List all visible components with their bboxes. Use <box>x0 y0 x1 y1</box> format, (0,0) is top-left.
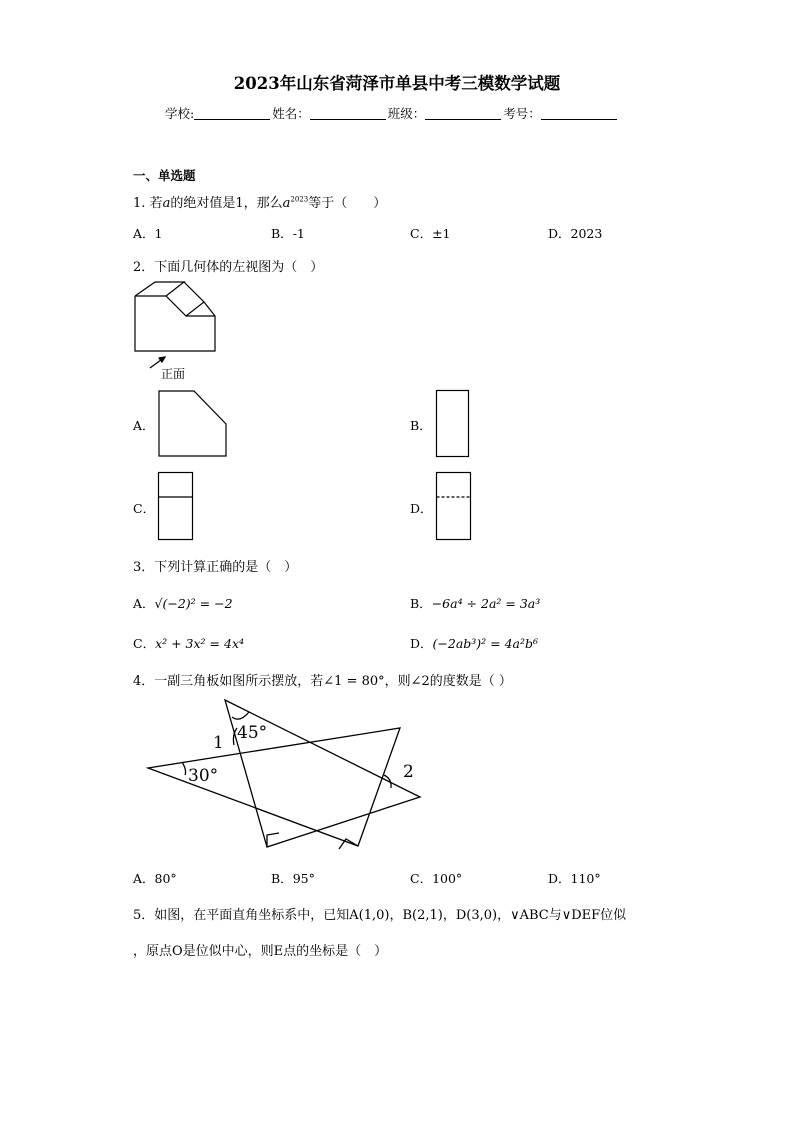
question-3: 3．下列计算正确的是（ ） <box>133 560 298 575</box>
q1-exponent: 2023 <box>290 195 309 204</box>
q4-triangles-figure <box>140 695 430 855</box>
school-label: 学校: <box>165 106 195 121</box>
class-blank <box>425 107 501 120</box>
page-title: 2023年山东省菏泽市单县中考三模数学试题 <box>233 74 561 93</box>
q2-option-d-label[interactable]: D． <box>410 501 433 516</box>
question-2: 2．下面几何体的左视图为（ ） <box>133 260 324 275</box>
q1-text-c: 等于（ ） <box>308 196 387 211</box>
q2-solid-figure <box>128 278 228 384</box>
q1-option-a[interactable]: A．1 <box>133 226 163 241</box>
angle-1-label: 1 <box>213 733 224 753</box>
name-label: 姓名： <box>272 106 310 121</box>
q3-option-d[interactable]: D．(−2ab³)² = 4a²b⁶ <box>410 636 539 651</box>
q4-option-b[interactable]: B．95° <box>271 871 315 886</box>
q1-number: 1. <box>133 196 146 211</box>
q2-option-a-label[interactable]: A． <box>133 418 155 433</box>
q2-option-b-figure[interactable] <box>435 389 471 459</box>
q2-option-b-label[interactable]: B． <box>410 418 432 433</box>
q1-option-c[interactable]: C．±1 <box>410 226 451 241</box>
id-label: 考号： <box>503 106 541 121</box>
q4-option-d[interactable]: D．110° <box>548 871 601 886</box>
q2-option-d-figure[interactable] <box>435 471 473 542</box>
question-5-line-2: ，原点O是位似中心，则E点的坐标是（ ） <box>133 944 388 959</box>
q3-option-b[interactable]: B．−6a⁴ ÷ 2a² = 3a³ <box>410 596 541 611</box>
q2-option-c-figure[interactable] <box>157 471 195 542</box>
q1-text-a: 若 <box>149 196 163 211</box>
q2-option-c-label[interactable]: C． <box>133 501 156 516</box>
q1-var-a: a <box>162 196 171 211</box>
angle-2-label: 2 <box>403 762 414 782</box>
angle-45-label: 45° <box>237 723 268 743</box>
question-5-line-1: 5．如图，在平面直角坐标系中，已知A(1,0)，B(2,1)，D(3,0)，∨ABC与∨DEF位似 <box>133 908 627 923</box>
class-label: 班级： <box>387 106 426 121</box>
q1-var-a2: a <box>282 196 291 211</box>
q2-option-a-figure[interactable] <box>157 389 229 459</box>
angle-30-label: 30° <box>188 766 219 786</box>
q4-option-a[interactable]: A．80° <box>133 871 177 886</box>
q1-text-b: 的绝对值是1，那么 <box>170 196 283 211</box>
question-1 <box>133 192 386 211</box>
front-label: 正面 <box>161 367 186 381</box>
section-title: 一、单选题 <box>133 168 196 183</box>
name-blank <box>310 107 386 120</box>
q4-option-c[interactable]: C．100° <box>410 871 463 886</box>
student-info-line <box>165 104 619 122</box>
question-4: 4．一副三角板如图所示摆放，若∠1 = 80°，则∠2的度数是（ ） <box>133 674 512 689</box>
id-blank <box>541 107 617 120</box>
q1-option-d[interactable]: D．2023 <box>548 226 603 241</box>
q3-option-c[interactable]: C．x² + 3x² = 4x⁴ <box>133 636 245 651</box>
q3-option-a[interactable]: A．√(−2)² = −2 <box>133 596 233 611</box>
school-blank <box>194 107 270 120</box>
q1-option-b[interactable]: B．-1 <box>271 226 305 241</box>
